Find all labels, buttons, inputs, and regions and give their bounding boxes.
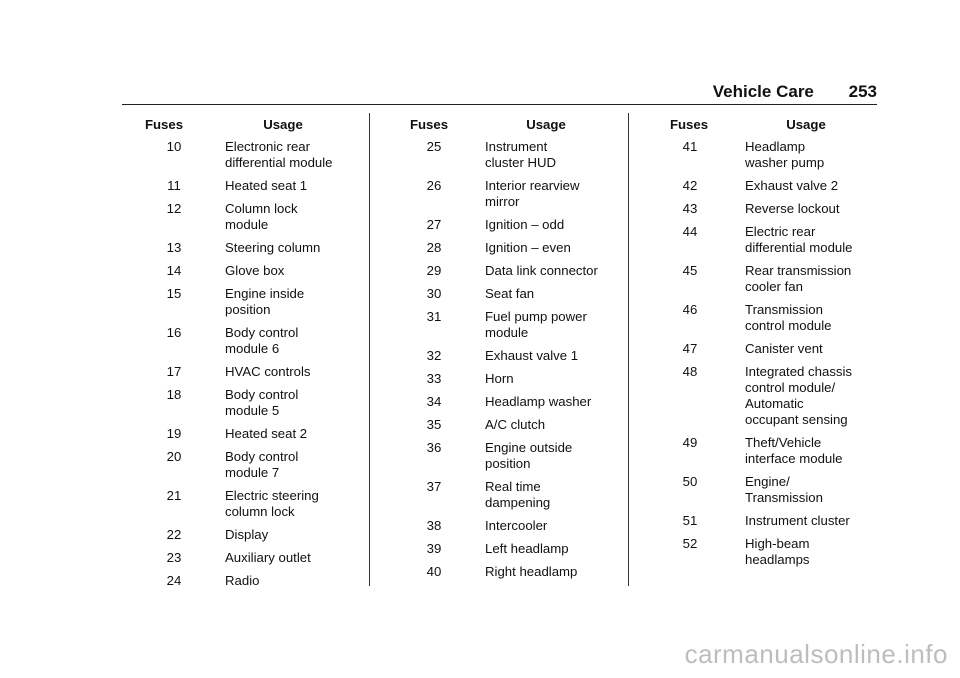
usage-line: mirror bbox=[485, 194, 520, 209]
table-row bbox=[400, 178, 635, 210]
fuse-number: 14 bbox=[166, 263, 182, 278]
fuse-usage bbox=[225, 286, 375, 318]
fuse-number: 23 bbox=[166, 550, 182, 565]
usage-line: module bbox=[485, 325, 529, 340]
fuse-number: 50 bbox=[682, 474, 698, 489]
table-row bbox=[140, 488, 378, 520]
usage-line: Glove box bbox=[225, 263, 285, 278]
fuse-usage bbox=[485, 564, 635, 580]
fuse-number: 49 bbox=[682, 435, 698, 450]
usage-line: Real time bbox=[485, 479, 541, 494]
fuse-usage bbox=[745, 536, 895, 568]
fuse-usage bbox=[225, 449, 375, 481]
fuse-usage bbox=[485, 348, 635, 364]
table-row bbox=[400, 217, 635, 233]
fuse-number: 13 bbox=[166, 240, 182, 255]
page-number: 253 bbox=[848, 82, 877, 101]
fuse-usage bbox=[485, 178, 635, 210]
table-row bbox=[140, 263, 378, 279]
usage-line: Interior rearview bbox=[485, 178, 580, 193]
fuses-column-header: Fuses bbox=[409, 117, 449, 132]
fuse-usage bbox=[225, 364, 375, 380]
usage-line: differential module bbox=[745, 240, 853, 255]
usage-line: Data link connector bbox=[485, 263, 598, 278]
fuse-usage bbox=[745, 513, 895, 529]
fuse-usage bbox=[225, 263, 375, 279]
table-row bbox=[660, 341, 895, 357]
usage-line: Auxiliary outlet bbox=[225, 550, 311, 565]
table-row bbox=[400, 371, 635, 387]
table-row bbox=[140, 139, 378, 171]
table-row bbox=[140, 286, 378, 318]
fuse-number: 51 bbox=[682, 513, 698, 528]
table-row bbox=[660, 513, 895, 529]
table-row bbox=[660, 201, 895, 217]
fuse-number: 42 bbox=[682, 178, 698, 193]
fuse-usage bbox=[745, 341, 895, 357]
usage-line: Electric steering bbox=[225, 488, 319, 503]
fuse-usage bbox=[485, 263, 635, 279]
fuse-usage bbox=[225, 325, 375, 357]
fuse-number: 27 bbox=[426, 217, 442, 232]
fuse-usage bbox=[225, 550, 375, 566]
usage-line: Body control bbox=[225, 449, 299, 464]
fuse-usage bbox=[485, 394, 635, 410]
usage-line: Radio bbox=[225, 573, 260, 588]
fuse-number: 31 bbox=[426, 309, 442, 324]
usage-line: Horn bbox=[485, 371, 514, 386]
usage-line: Seat fan bbox=[485, 286, 535, 301]
table-row bbox=[400, 240, 635, 256]
table-row bbox=[140, 573, 378, 589]
fuse-usage bbox=[485, 286, 635, 302]
fuse-column-1 bbox=[140, 117, 378, 596]
fuse-number: 34 bbox=[426, 394, 442, 409]
fuse-usage bbox=[485, 541, 635, 557]
usage-line: Headlamp washer bbox=[485, 394, 592, 409]
table-row bbox=[660, 536, 895, 568]
fuse-number: 37 bbox=[426, 479, 442, 494]
usage-line: cluster HUD bbox=[485, 155, 557, 170]
table-row bbox=[400, 309, 635, 341]
fuse-usage bbox=[745, 302, 895, 334]
table-row bbox=[140, 426, 378, 442]
fuse-number: 18 bbox=[166, 387, 182, 402]
usage-line: Heated seat 1 bbox=[225, 178, 308, 193]
table-row bbox=[660, 263, 895, 295]
fuse-usage bbox=[485, 440, 635, 472]
fuse-usage bbox=[485, 309, 635, 341]
table-row bbox=[660, 139, 895, 171]
usage-line: Theft/Vehicle bbox=[745, 435, 822, 450]
table-row bbox=[400, 518, 635, 534]
table-row bbox=[400, 394, 635, 410]
fuse-usage bbox=[745, 201, 895, 217]
page-header bbox=[122, 82, 877, 105]
fuse-number: 19 bbox=[166, 426, 182, 441]
fuse-usage bbox=[225, 387, 375, 419]
fuse-number: 15 bbox=[166, 286, 182, 301]
section-title: Vehicle Care bbox=[712, 82, 814, 101]
table-row bbox=[660, 435, 895, 467]
table-row bbox=[400, 286, 635, 302]
usage-line: module 5 bbox=[225, 403, 280, 418]
fuse-usage bbox=[225, 426, 375, 442]
table-row bbox=[660, 474, 895, 506]
table-row bbox=[140, 201, 378, 233]
table-header bbox=[140, 117, 378, 133]
usage-line: Rear transmission bbox=[745, 263, 852, 278]
fuse-usage bbox=[485, 479, 635, 511]
usage-line: headlamps bbox=[745, 552, 810, 567]
fuse-number: 39 bbox=[426, 541, 442, 556]
usage-line: Column lock bbox=[225, 201, 298, 216]
table-header bbox=[400, 117, 635, 133]
table-row bbox=[660, 178, 895, 194]
usage-line: washer pump bbox=[745, 155, 825, 170]
fuse-usage bbox=[225, 240, 375, 256]
fuse-number: 29 bbox=[426, 263, 442, 278]
fuses-column-header: Fuses bbox=[669, 117, 709, 132]
usage-line: Intercooler bbox=[485, 518, 548, 533]
table-row bbox=[660, 302, 895, 334]
usage-line: differential module bbox=[225, 155, 333, 170]
usage-line: interface module bbox=[745, 451, 843, 466]
usage-line: Engine/ bbox=[745, 474, 790, 489]
fuse-usage bbox=[485, 417, 635, 433]
fuse-number: 33 bbox=[426, 371, 442, 386]
usage-line: Integrated chassis bbox=[745, 364, 853, 379]
fuse-usage bbox=[225, 201, 375, 233]
fuse-usage bbox=[745, 435, 895, 467]
usage-line: dampening bbox=[485, 495, 551, 510]
fuse-number: 20 bbox=[166, 449, 182, 464]
usage-line: Exhaust valve 2 bbox=[745, 178, 839, 193]
table-row bbox=[400, 440, 635, 472]
usage-line: position bbox=[225, 302, 271, 317]
fuse-number: 28 bbox=[426, 240, 442, 255]
usage-line: Body control bbox=[225, 325, 299, 340]
usage-line: Heated seat 2 bbox=[225, 426, 308, 441]
fuse-number: 38 bbox=[426, 518, 442, 533]
usage-line: Engine outside bbox=[485, 440, 573, 455]
fuse-usage bbox=[485, 518, 635, 534]
fuse-number: 35 bbox=[426, 417, 442, 432]
table-row bbox=[140, 240, 378, 256]
usage-line: Ignition – even bbox=[485, 240, 571, 255]
usage-line: Display bbox=[225, 527, 269, 542]
fuse-number: 47 bbox=[682, 341, 698, 356]
usage-line: occupant sensing bbox=[745, 412, 848, 427]
fuse-number: 41 bbox=[682, 139, 698, 154]
fuse-usage bbox=[225, 488, 375, 520]
column-divider bbox=[369, 113, 370, 586]
table-row bbox=[400, 417, 635, 433]
fuse-usage bbox=[745, 263, 895, 295]
usage-line: A/C clutch bbox=[485, 417, 546, 432]
usage-line: HVAC controls bbox=[225, 364, 311, 379]
table-row bbox=[660, 224, 895, 256]
usage-column-header: Usage bbox=[786, 117, 826, 132]
usage-line: Instrument bbox=[485, 139, 548, 154]
fuse-number: 40 bbox=[426, 564, 442, 579]
fuse-number: 24 bbox=[166, 573, 182, 588]
fuses-column-header: Fuses bbox=[144, 117, 184, 132]
fuse-usage bbox=[485, 371, 635, 387]
table-row bbox=[140, 387, 378, 419]
fuse-number: 36 bbox=[426, 440, 442, 455]
fuse-number: 25 bbox=[426, 139, 442, 154]
usage-line: module 7 bbox=[225, 465, 280, 480]
usage-line: Electric rear bbox=[745, 224, 816, 239]
usage-line: Steering column bbox=[225, 240, 321, 255]
fuse-number: 48 bbox=[682, 364, 698, 379]
fuse-usage bbox=[745, 139, 895, 171]
usage-line: Reverse lockout bbox=[745, 201, 840, 216]
usage-line: Canister vent bbox=[745, 341, 823, 356]
usage-line: Transmission bbox=[745, 302, 823, 317]
table-row bbox=[400, 263, 635, 279]
fuse-usage bbox=[225, 178, 375, 194]
fuse-number: 21 bbox=[166, 488, 182, 503]
table-row bbox=[140, 550, 378, 566]
fuse-number: 17 bbox=[166, 364, 182, 379]
table-row bbox=[400, 348, 635, 364]
fuse-number: 11 bbox=[167, 178, 181, 193]
usage-line: Left headlamp bbox=[485, 541, 569, 556]
usage-line: High-beam bbox=[745, 536, 810, 551]
usage-line: Electronic rear bbox=[225, 139, 311, 154]
fuse-usage bbox=[485, 217, 635, 233]
usage-line: Headlamp bbox=[745, 139, 806, 154]
fuse-usage bbox=[225, 139, 375, 171]
usage-line: control module bbox=[745, 318, 832, 333]
watermark: carmanualsonline.info bbox=[684, 639, 948, 669]
fuse-usage bbox=[745, 474, 895, 506]
table-row bbox=[400, 564, 635, 580]
table-row bbox=[140, 449, 378, 481]
table-row bbox=[400, 139, 635, 171]
fuse-number: 12 bbox=[166, 201, 182, 216]
fuse-number: 46 bbox=[682, 302, 698, 317]
usage-line: control module/ bbox=[745, 380, 836, 395]
fuse-column-2 bbox=[400, 117, 635, 587]
usage-line: position bbox=[485, 456, 531, 471]
fuse-number: 45 bbox=[682, 263, 698, 278]
column-divider bbox=[628, 113, 629, 586]
fuse-number: 22 bbox=[166, 527, 182, 542]
fuse-number: 52 bbox=[682, 536, 698, 551]
usage-line: Exhaust valve 1 bbox=[485, 348, 579, 363]
fuse-usage bbox=[225, 573, 375, 589]
usage-line: Automatic bbox=[745, 396, 804, 411]
usage-line: module 6 bbox=[225, 341, 280, 356]
table-row bbox=[140, 527, 378, 543]
usage-line: module bbox=[225, 217, 269, 232]
usage-line: column lock bbox=[225, 504, 295, 519]
usage-column-header: Usage bbox=[263, 117, 303, 132]
usage-column-header: Usage bbox=[526, 117, 566, 132]
fuse-number: 26 bbox=[426, 178, 442, 193]
fuse-number: 43 bbox=[682, 201, 698, 216]
fuse-usage bbox=[485, 139, 635, 171]
usage-line: Right headlamp bbox=[485, 564, 578, 579]
table-row bbox=[660, 364, 895, 428]
fuse-column-3 bbox=[660, 117, 895, 575]
usage-line: cooler fan bbox=[745, 279, 803, 294]
table-row bbox=[400, 541, 635, 557]
fuse-usage bbox=[745, 178, 895, 194]
usage-line: Ignition – odd bbox=[485, 217, 565, 232]
fuse-number: 16 bbox=[166, 325, 182, 340]
table-row bbox=[140, 364, 378, 380]
table-row bbox=[140, 325, 378, 357]
fuse-number: 10 bbox=[166, 139, 182, 154]
table-row bbox=[400, 479, 635, 511]
fuse-number: 30 bbox=[426, 286, 442, 301]
fuse-usage bbox=[745, 364, 895, 428]
fuse-usage bbox=[485, 240, 635, 256]
table-row bbox=[140, 178, 378, 194]
usage-line: Body control bbox=[225, 387, 299, 402]
fuse-number: 44 bbox=[682, 224, 698, 239]
fuse-number: 32 bbox=[426, 348, 442, 363]
fuse-usage bbox=[225, 527, 375, 543]
usage-line: Engine inside bbox=[225, 286, 305, 301]
usage-line: Fuel pump power bbox=[485, 309, 587, 324]
usage-line: Transmission bbox=[745, 490, 823, 505]
fuse-usage bbox=[745, 224, 895, 256]
usage-line: Instrument cluster bbox=[745, 513, 850, 528]
table-header bbox=[660, 117, 895, 133]
